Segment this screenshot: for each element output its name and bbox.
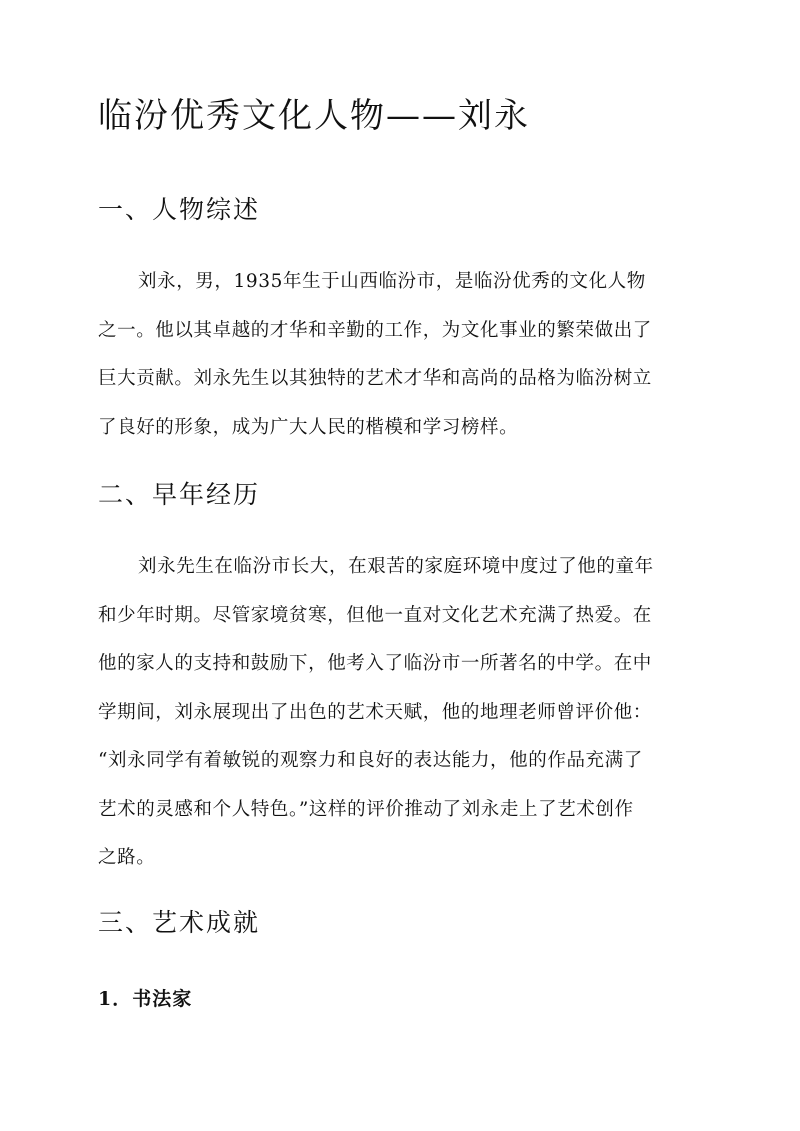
paragraph-line: 和少年时期。尽管家境贫寒，但他一直对文化艺术充满了热爱。在 [98, 604, 652, 626]
paragraph-line: 学期间，刘永展现出了出色的艺术天赋，他的地理老师曾评价他： [98, 701, 652, 723]
paragraph-line: 艺术的灵感和个人特色。”这样的评价推动了刘永走上了艺术创作 [98, 798, 634, 820]
paragraph-line: “刘永同学有着敏锐的观察力和良好的表达能力，他的作品充满了 [98, 750, 643, 771]
paragraph-line: 巨大贡献。刘永先生以其独特的艺术才华和高尚的品格为临汾树立 [98, 368, 652, 389]
section-heading-achievements: 三、艺术成就 [98, 908, 261, 937]
paragraph-line: 之路。 [98, 847, 156, 868]
section-heading-overview: 一、人物综述 [98, 195, 261, 224]
subsection-heading-calligrapher: 1．书法家 [98, 988, 193, 1010]
paragraph-overview [98, 258, 698, 452]
paragraph-line: 刘永先生在临汾市长大，在艰苦的家庭环境中度过了他的童年 [138, 556, 654, 577]
paragraph-line: 他的家人的支持和鼓励下，他考入了临汾市一所著名的中学。在中 [98, 653, 652, 674]
section-heading-early-life: 二、早年经历 [98, 480, 261, 509]
paragraph-early-life [98, 543, 698, 883]
paragraph-line: 了良好的形象，成为广大人民的楷模和学习榜样。 [98, 416, 519, 438]
paragraph-line: 之一。他以其卓越的才华和辛勤的工作，为文化事业的繁荣做出了 [98, 319, 652, 341]
page-title: 临汾优秀文化人物——刘永 [98, 96, 530, 136]
paragraph-line: 刘永，男，1935年生于山西临汾市，是临汾优秀的文化人物 [138, 271, 646, 292]
